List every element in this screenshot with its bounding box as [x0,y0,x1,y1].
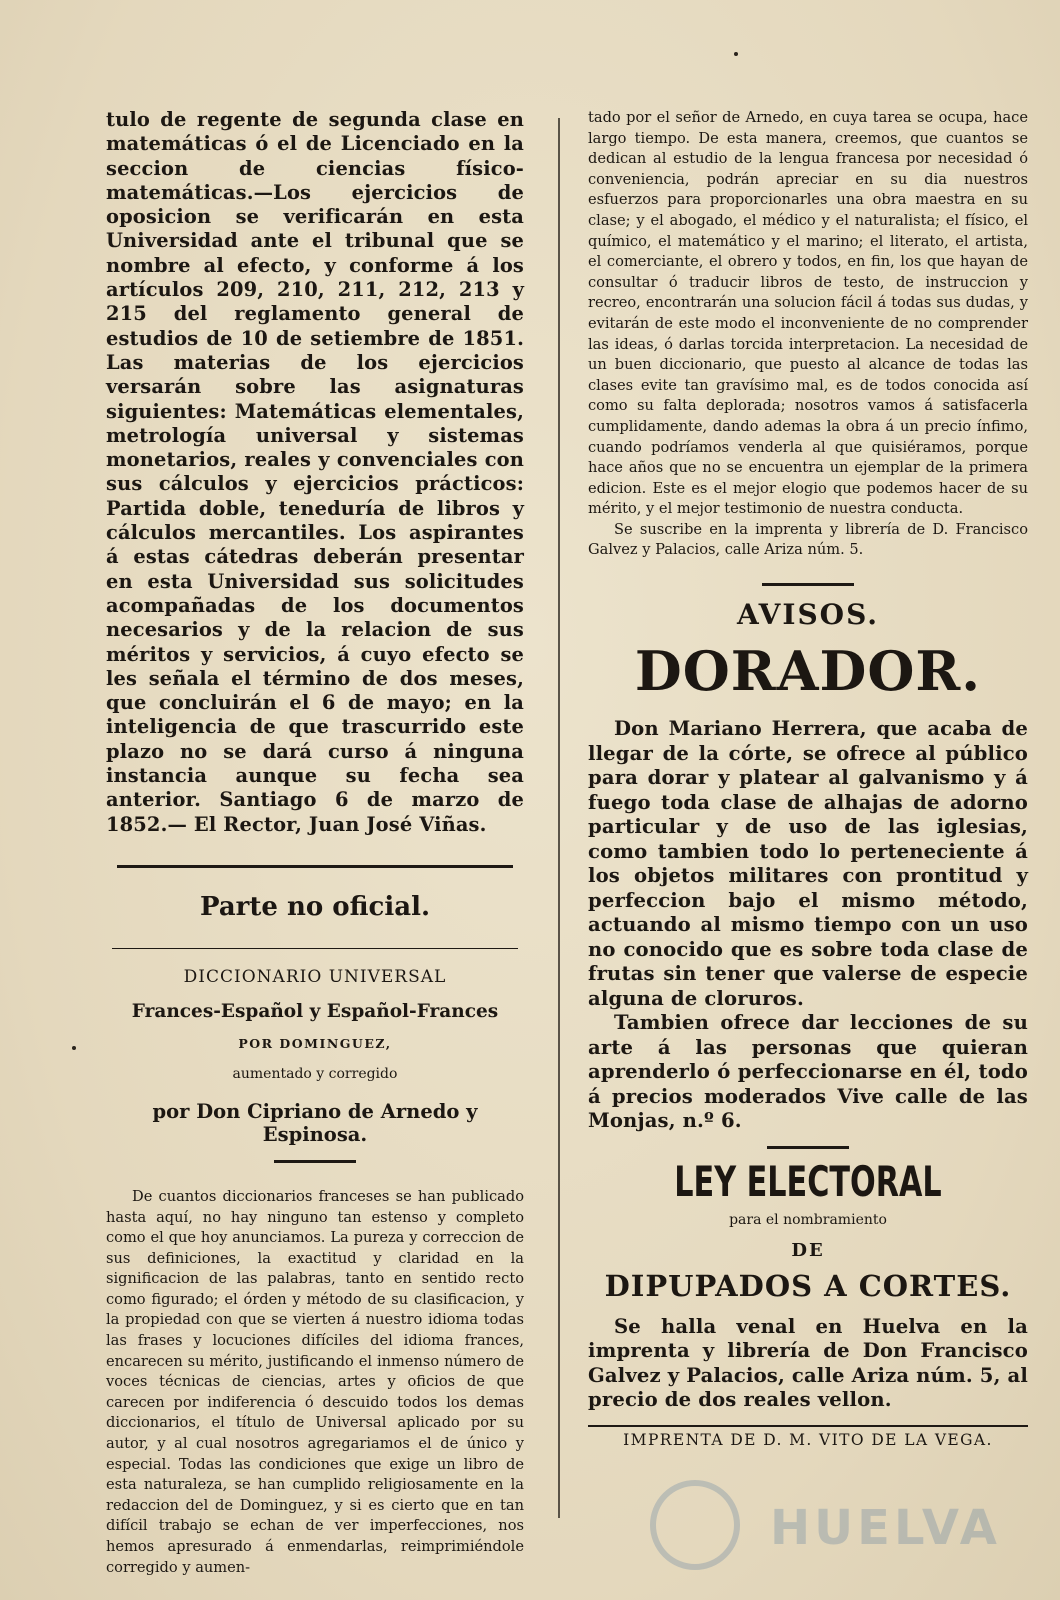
page-speck [72,1046,76,1050]
dictionary-title: DICCIONARIO UNIVERSAL [183,966,447,987]
dictionary-augmented: aumentado y corregido [232,1065,398,1082]
dorador-para-1: Don Mariano Herrera, que acaba de llegar de la córte, se ofrece al público para dorar y platear al galvanismo y á fuego toda clase de alhajas de adorno particular y de uso de las iglesias, como tambien todo lo perteneciente á los objetos militares con prontitud y perfeccion bajo el mismo método, actuando al mismo tiempo con un uso no conocido que es sobre toda clase de frutas sin tener que valerse de especie alguna de cloruros. [588,717,1028,1010]
subscription-note: Se suscribe en la imprenta y librería de D. Francisco Galvez y Palacios, calle Ariza núm. 5. [588,520,1028,559]
dictionary-editor: por Don Cipriano de Arnedo y Espinosa. [152,1099,478,1146]
section-rule-thin [112,948,518,949]
avisos-rule [762,583,854,586]
dictionary-author: POR DOMINGUEZ, [238,1035,392,1051]
section-rule [117,865,513,868]
ley-de: DE [791,1239,825,1261]
right-column [588,108,1028,1449]
section-heading: Parte no oficial. [199,891,431,922]
ley-body: Se halla venal en Huelva en la imprenta y librería de Don Francisco Galvez y Palacios, calle Ariza núm. 5, al precio de dos reales vellon. [588,1314,1028,1412]
diputados-heading: DIPUPADOS A CORTES. [604,1268,1012,1303]
ley-heading: LEY ELECTORAL [674,1156,942,1206]
dictionary-body: De cuantos diccionarios franceses se han publicado hasta aquí, no hay ninguno tan estenso y completo como el que hoy anunciamos. La pureza y correccion de sus definiciones, la exactitud y claridad en la significacion de las palabras, tanto en sentido recto como figurado; el órden y método de su clasificacion, y la propiedad con que se vierten á nuestro idioma todas las frases y locuciones difíciles del idioma frances, encarecen su mérito, justificando el inmenso número de voces técnicas de ciencias, artes y oficios de que carecen por indiferencia ó descuido todos los demas diccionarios, el título de Universal aplicado por su autor, y al cual nosotros agregariamos el de único y especial. Todas las condiciones que exige un libro de esta naturaleza, se han cumplido religiosamente en la redaccion del de Dominguez, y si es cierto que en tan difícil trabajo se echan de ver imperfecciones, nos hemos apresurado á enmendarlas, reimprimiéndole corregido y aumen- [106,1187,524,1576]
imprint: IMPRENTA DE D. M. VITO DE LA VEGA. [588,1425,1028,1449]
dorador-para-2: Tambien ofrece dar lecciones de su arte á las personas que quieran aprenderlo ó perfeccionarse en él, todo á precios moderados Vive calle de las Monjas, n.º 6. [588,1011,1028,1133]
watermark-text: HUELVA [770,1500,1001,1556]
watermark-emblem-icon [650,1480,740,1570]
ley-para: para el nombramiento [729,1211,887,1228]
watermark [650,1480,1001,1570]
left-column [106,108,524,1578]
dictionary-subtitle: Frances-Español y Español-Frances [131,1000,499,1022]
ley-rule [767,1146,849,1149]
decree-text: tulo de regente de segunda clase en matemáticas ó el de Licenciado en la seccion de ciencias físico-matemáticas.—Los ejercicios de oposicion se verificarán en esta Universidad ante el tribunal que se nombre al efecto, y conforme á los artículos 209, 210, 211, 212, 213 y 215 del reglamento general de estudios de 10 de setiembre de 1851. Las materias de los ejercicios versarán sobre las asignaturas siguientes: Matemáticas elementales, metrología universal y sistemas monetarios, reales y convenciales con sus cálculos y ejercicios prácticos: Partida doble, teneduría de libros y cálculos mercantiles. Los aspirantes á estas cátedras deberán presentar en esta Universidad sus solicitudes acompañadas de los documentos necesarios y de la relacion de sus méritos y servicios, á cuyo efecto se les señala el término de dos meses, que concluirán el 6 de mayo; en la inteligencia de que trascurrido este plazo no se dará curso á ninguna instancia aunque su fecha sea anterior. Santiago 6 de marzo de 1852.— El Rector, Juan José Viñas. [106,108,524,836]
avisos-heading: AVISOS. [736,598,880,632]
dictionary-continued: tado por el señor de Arnedo, en cuya tarea se ocupa, hace largo tiempo. De esta manera, creemos, que cuantos se dedican al estudio de la lengua francesa por necesidad ó conveniencia, podrán apreciar en su dia nuestros esfuerzos para proporcionarles una obra maestra en su clase; y el abogado, el médico y el naturalista; el físico, el químico, el matemático y el marino; el literato, el artista, el comerciante, el obrero y todos, en fin, los que hayan de consultar ó traducir libros de testo, de instruccion y recreo, encontrarán una solucion fácil á todas sus dudas, y evitarán de este modo el inconveniente de no comprender las ideas, ó darlas torcida interpretacion. La necesidad de un buen diccionario, que puesto al alcance de todas las clases evite tan gravísimo mal, es de todos conocida así como su falta deplorada; nosotros vamos á satisfacerla cumplidamente, dando ademas la obra á un precio ínfimo, cuando podríamos venderla al que quisiéramos, porque hace años que no se encuentra un ejemplar de la primera edicion. Este es el mejor elogio que podemos hacer de su mérito, y el mejor testimonio de nuestra conducta. [588,109,1028,518]
short-rule [274,1160,356,1163]
column-divider [558,118,560,1518]
dorador-heading: DORADOR. [634,639,982,704]
page-speck [734,52,738,56]
